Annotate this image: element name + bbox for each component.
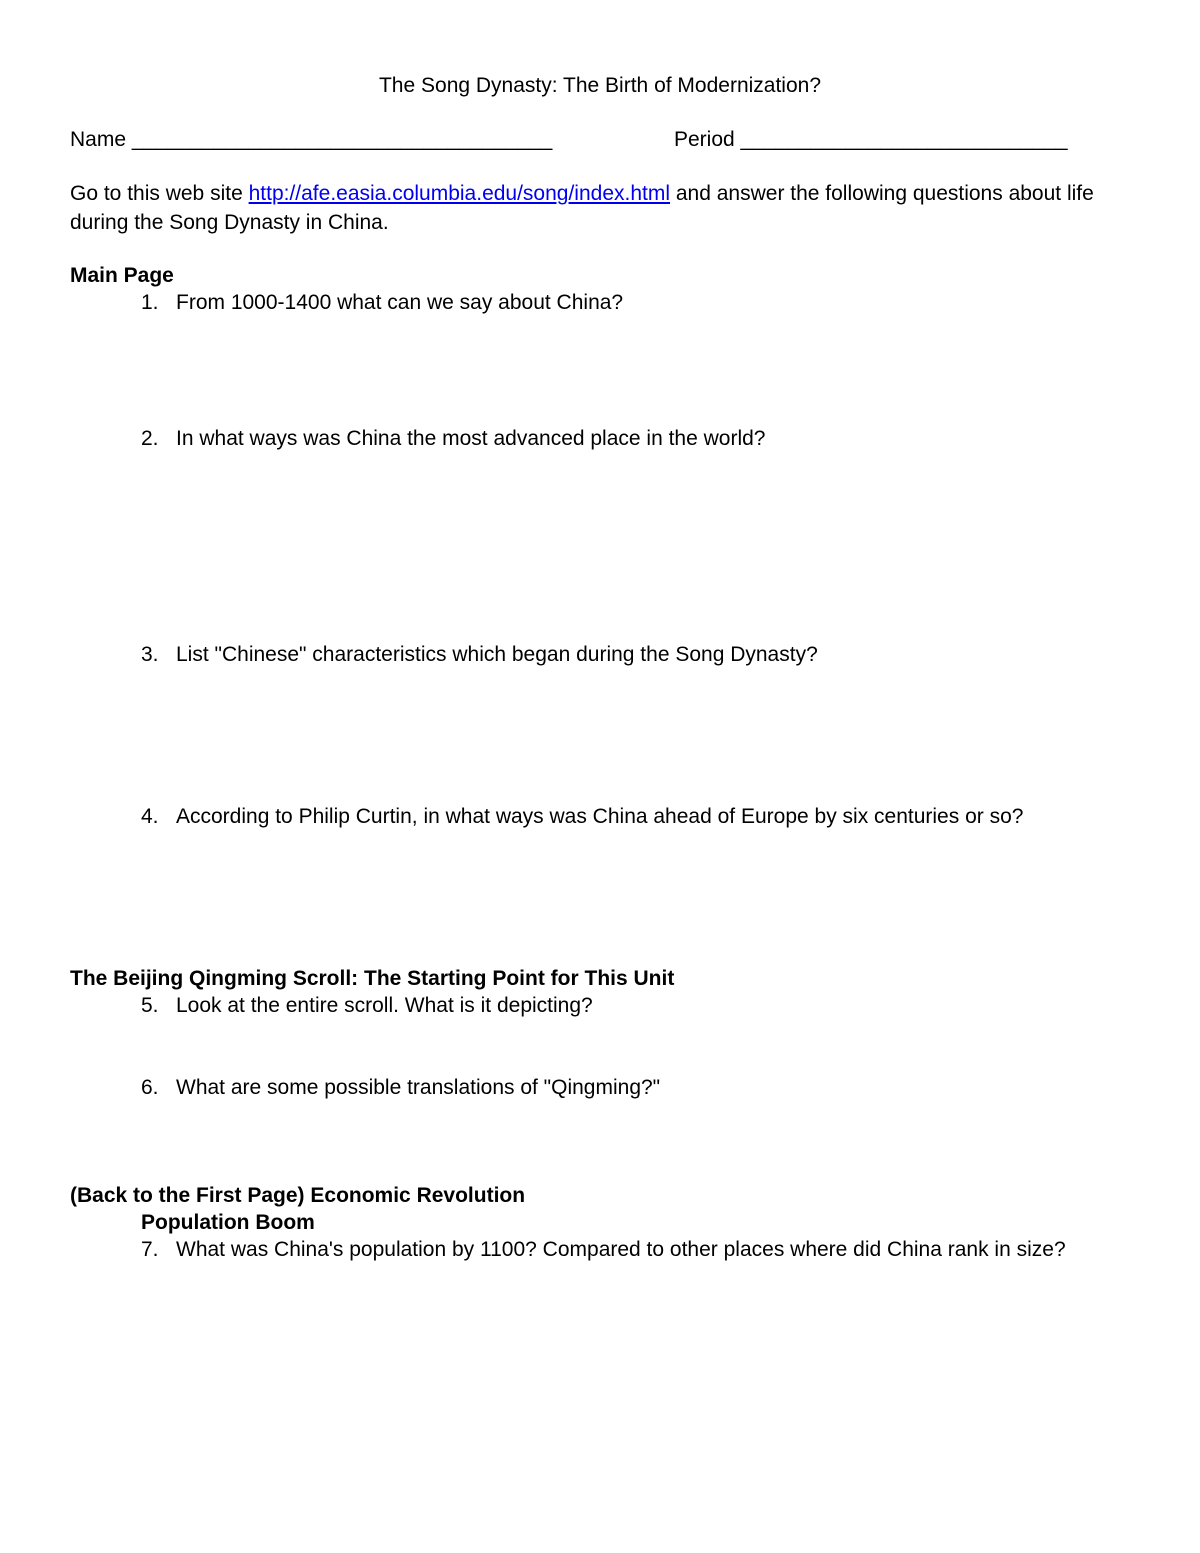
question-number: 6. <box>141 1076 159 1099</box>
period-label: Period <box>674 128 735 151</box>
website-link[interactable]: http://afe.easia.columbia.edu/song/index.html <box>248 182 671 205</box>
section-heading-main-page: Main Page <box>70 264 174 287</box>
question-text: In what ways was China the most advanced place in the world? <box>176 427 766 450</box>
period-field-line <box>674 126 1068 153</box>
period-blank: ____________________________ <box>740 128 1068 151</box>
name-blank: ____________________________________ <box>131 128 553 151</box>
intro-text-before: Go to this web site <box>70 182 249 205</box>
subsection-heading-population-boom: Population Boom <box>141 1211 315 1234</box>
question-text: List "Chinese" characteristics which began during the Song Dynasty? <box>176 643 818 666</box>
question-text: Look at the entire scroll. What is it depicting? <box>176 994 593 1017</box>
section-heading-economic-revolution: (Back to the First Page) Economic Revolution <box>70 1184 526 1207</box>
question-number: 7. <box>141 1238 159 1261</box>
page-title: The Song Dynasty: The Birth of Modernization? <box>378 74 821 97</box>
question-text: According to Philip Curtin, in what ways was China ahead of Europe by six centuries or so? <box>176 805 1024 828</box>
name-label: Name <box>70 128 127 151</box>
question-number: 4. <box>141 805 159 828</box>
question-text: From 1000-1400 what can we say about China? <box>176 291 624 314</box>
question-number: 2. <box>141 427 159 450</box>
question-number: 3. <box>141 643 159 666</box>
intro-text-after: and answer the following questions about life during the Song Dynasty in China. <box>70 182 1094 234</box>
question-number: 5. <box>141 994 159 1017</box>
name-field-line <box>70 126 552 153</box>
question-number: 1. <box>141 291 159 314</box>
intro-paragraph <box>70 179 1140 237</box>
section-heading-qingming-scroll: The Beijing Qingming Scroll: The Starting Point for This Unit <box>70 967 675 990</box>
question-text: What are some possible translations of "Qingming?" <box>176 1076 661 1099</box>
question-text: What was China's population by 1100? Compared to other places where did China rank in size? <box>176 1238 1066 1261</box>
